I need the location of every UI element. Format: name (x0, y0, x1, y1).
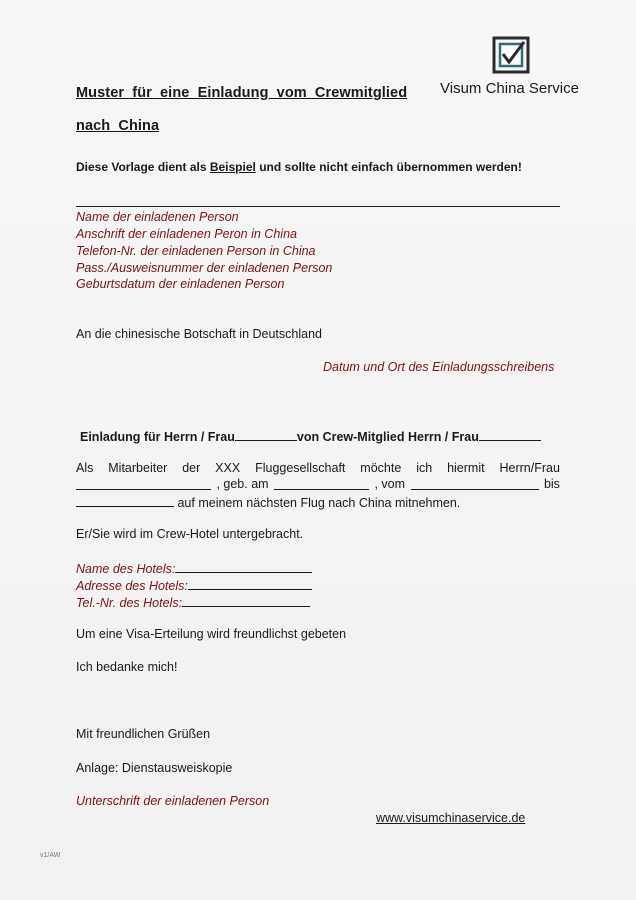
separator-line (76, 206, 560, 207)
hotel-field-phone (76, 594, 310, 610)
hotel-intro: Er/Sie wird im Crew-Hotel untergebracht. (76, 527, 304, 541)
text-geb: , geb. am (216, 477, 269, 491)
notice-before: Diese Vorlage dient als (76, 160, 210, 174)
page-title: Muster für eine Einladung vom Crewmitglied (76, 85, 408, 101)
hotel-phone-label: Tel.-Nr. des Hotels: (76, 596, 183, 610)
subject-part1: Einladung für Herrn / Frau (80, 430, 235, 444)
word: Fluggesellschaft (255, 461, 346, 475)
text-flight: auf meinem nächsten Flug nach China mitnehmen. (177, 496, 461, 510)
sender-field-birthdate: Geburtsdatum der einladenen Person (76, 277, 285, 291)
hotel-address-label: Adresse des Hotels: (76, 579, 188, 593)
sender-field-passport: Pass./Ausweisnummer der einladenen Person (76, 261, 333, 275)
checkbox-logo-icon (488, 36, 534, 76)
word: hiermit (447, 461, 485, 475)
subject-line (80, 428, 541, 444)
sender-field-phone: Telefon-Nr. der einladenen Person in China (76, 244, 316, 258)
hotel-phone-blank (182, 594, 310, 607)
sender-field-address: Anschrift der einladenen Peron in China (76, 227, 297, 241)
subject-blank-2 (479, 428, 541, 441)
hotel-name-blank (175, 560, 312, 573)
thanks-line: Ich bedanke mich! (76, 660, 178, 674)
word: möchte (360, 461, 402, 475)
blank-to-date (76, 494, 174, 507)
logo (488, 36, 534, 81)
page-title-line2: nach China (76, 118, 160, 134)
hotel-field-name (76, 560, 312, 576)
paragraph-line3 (76, 494, 460, 510)
closing-line: Mit freundlichen Grüßen (76, 727, 211, 741)
hotel-field-address (76, 577, 312, 593)
text-bis: bis (543, 477, 560, 491)
word: XXX (215, 461, 241, 475)
notice-underlined: Beispiel (209, 160, 256, 174)
logo-text: Visum China Service (440, 80, 579, 97)
subject-blank-1 (235, 428, 297, 441)
word: Mitarbeiter (108, 461, 168, 475)
recipient-line: An die chinesische Botschaft in Deutschland (76, 327, 322, 341)
paragraph-line2 (76, 477, 560, 491)
subject-part2: von Crew-Mitglied Herrn / Frau (296, 430, 479, 444)
word: Als (76, 461, 94, 475)
word: Herrn/Frau (499, 461, 560, 475)
paragraph-line1 (76, 461, 560, 475)
blank-from-date (411, 477, 539, 490)
hotel-address-blank (188, 577, 312, 590)
blank-name (76, 477, 211, 490)
template-notice (76, 160, 522, 174)
visa-request: Um eine Visa-Erteilung wird freundlichst gebeten (76, 627, 347, 641)
sender-field-name: Name der einladenen Person (76, 210, 239, 224)
hotel-name-label: Name des Hotels: (76, 562, 176, 576)
signature-line: Unterschrift der einladenen Person (76, 794, 270, 808)
attachment-line: Anlage: Dienstausweiskopie (76, 761, 233, 775)
word: der (182, 461, 201, 475)
date-place-line: Datum und Ort des Einladungsschreibens (323, 360, 555, 374)
text-vom: , vom (374, 477, 406, 491)
footer-stamp: v1/AW (40, 852, 61, 859)
website-link[interactable]: www.visumchinaservice.de (376, 811, 526, 825)
notice-after: und sollte nicht einfach übernommen werden! (255, 160, 522, 174)
blank-birthdate (274, 477, 369, 490)
word: ich (416, 461, 433, 475)
